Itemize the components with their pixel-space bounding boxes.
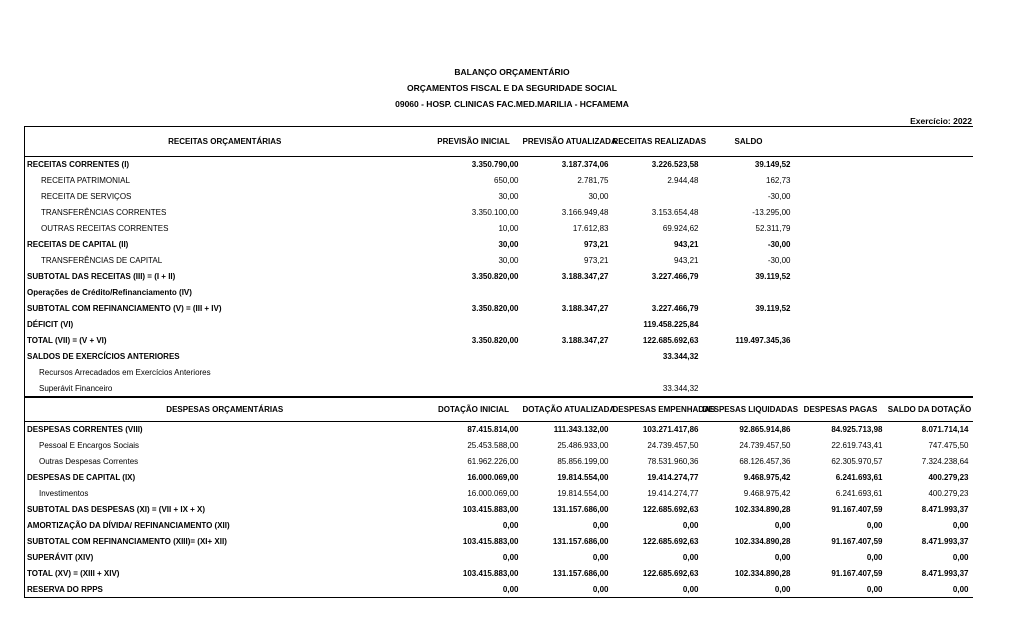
cell-value: 0,00 — [866, 584, 883, 594]
revenue-table — [24, 126, 973, 397]
cell-value: 0,00 — [682, 584, 699, 594]
report-title: BALANÇO ORÇAMENTÁRIO — [454, 67, 570, 77]
cell-value: 0,00 — [592, 521, 609, 530]
row-label: TOTAL (VII) = (V + VI) — [27, 336, 107, 345]
expense-header-liquidadas: DESPESAS LIQUIDADAS — [703, 398, 795, 422]
cell-value: 0,00 — [952, 521, 969, 530]
cell-value — [425, 285, 523, 301]
cell-value: -30,00 — [767, 192, 791, 201]
cell-value: 0,00 — [774, 521, 791, 530]
cell-value: 85.856.199,00 — [557, 457, 609, 466]
cell-value: 91.167.407,59 — [831, 505, 883, 514]
cell-value — [613, 365, 703, 381]
cell-value: 78.531.960,36 — [647, 457, 699, 466]
cell-value: 3.227.466,79 — [651, 272, 699, 281]
cell-value — [613, 285, 703, 301]
table-row — [25, 534, 973, 550]
cell-value — [613, 189, 703, 205]
cell-value: 973,21 — [584, 256, 609, 265]
cell-value: 400.279,23 — [928, 473, 969, 482]
row-label: RECEITA PATRIMONIAL — [41, 176, 130, 185]
cell-value: 943,21 — [674, 256, 699, 265]
table-row — [25, 422, 973, 438]
revenue-header-empty — [795, 127, 973, 157]
cell-value: 39.119,52 — [755, 272, 791, 281]
cell-value: 19.414.274,77 — [647, 473, 699, 482]
cell-value: 0,00 — [774, 553, 791, 562]
row-label: TOTAL (XV) = (XIII + XIV) — [27, 569, 120, 578]
row-label: AMORTIZAÇÃO DA DÍVIDA/ REFINANCIAMENTO (XII) — [27, 521, 230, 530]
cell-value — [523, 285, 613, 301]
report-entity: 09060 - HOSP. CLINICAS FAC.MED.MARILIA - HCFAMEMA — [395, 99, 629, 109]
cell-value: 3.227.466,79 — [651, 304, 699, 313]
cell-value: 3.350.100,00 — [471, 208, 519, 217]
cell-value: 122.685.692,63 — [642, 505, 699, 514]
table-row — [25, 365, 973, 381]
row-label: DESPESAS DE CAPITAL (IX) — [27, 473, 136, 482]
cell-value: 0,00 — [952, 584, 969, 594]
cell-value — [425, 349, 523, 365]
cell-value: 9.468.975,42 — [743, 473, 791, 482]
table-row — [25, 285, 973, 301]
cell-value: 103.415.883,00 — [462, 537, 519, 546]
expense-header-dotacao-inicial: DOTAÇÃO INICIAL — [425, 398, 523, 422]
cell-value: 103.271.417,86 — [642, 425, 699, 435]
cell-value — [425, 365, 523, 381]
table-row — [25, 470, 973, 486]
row-label: Superávit Financeiro — [39, 383, 113, 393]
row-label: Operações de Crédito/Refinanciamento (IV) — [27, 288, 192, 297]
cell-value — [703, 317, 795, 333]
cell-value — [703, 349, 795, 365]
cell-value — [425, 317, 523, 333]
cell-value: 0,00 — [592, 584, 609, 594]
row-label: SUBTOTAL DAS DESPESAS (XI) = (VII + IX + X) — [27, 505, 206, 514]
row-label: SUBTOTAL COM REFINANCIAMENTO (XIII)= (XI+ XII) — [27, 537, 227, 546]
cell-value: 8.471.993,37 — [921, 537, 969, 546]
cell-value: 30,00 — [498, 240, 519, 249]
revenue-header-previsao-atualizada: PREVISÃO ATUALIZADA — [523, 127, 613, 157]
cell-value: 69.924,62 — [662, 224, 699, 233]
cell-value: 3.350.820,00 — [471, 336, 519, 345]
cell-value: 122.685.692,63 — [642, 569, 699, 578]
cell-value: 102.334.890,28 — [734, 537, 791, 546]
cell-value: 102.334.890,28 — [734, 505, 791, 514]
cell-value: 0,00 — [682, 553, 699, 562]
cell-value: 973,21 — [584, 240, 609, 249]
cell-value — [523, 381, 613, 397]
table-row — [25, 189, 973, 205]
cell-value: 747.475,50 — [928, 441, 969, 450]
cell-value: 162,73 — [766, 176, 791, 185]
cell-value: 0,00 — [502, 553, 519, 562]
cell-value: 3.226.523,58 — [651, 160, 699, 170]
cell-value: 91.167.407,59 — [831, 569, 883, 578]
cell-value: 87.415.814,00 — [467, 425, 519, 435]
table-row — [25, 349, 973, 365]
cell-value: 10,00 — [498, 224, 519, 233]
cell-value: 3.187.374,06 — [561, 160, 609, 170]
table-row — [25, 518, 973, 534]
cell-value: 103.415.883,00 — [462, 505, 519, 514]
cell-value: 131.157.686,00 — [552, 505, 609, 514]
revenue-header-label: RECEITAS ORÇAMENTÁRIAS — [25, 127, 425, 157]
cell-value: 25.453.588,00 — [467, 441, 519, 450]
row-label: Outras Despesas Correntes — [39, 457, 139, 466]
expense-header-saldo: SALDO DA DOTAÇÃO — [887, 398, 973, 422]
cell-value: 0,00 — [866, 521, 883, 530]
table-row — [25, 381, 973, 397]
cell-value — [703, 365, 795, 381]
cell-value: 30,00 — [588, 192, 609, 201]
cell-value: 0,00 — [774, 584, 791, 594]
row-label: SUPERÁVIT (XIV) — [27, 553, 94, 562]
revenue-header-row — [25, 127, 973, 157]
report-subtitle: ORÇAMENTOS FISCAL E DA SEGURIDADE SOCIAL — [407, 83, 617, 93]
cell-value — [523, 349, 613, 365]
cell-value: 33.344,32 — [662, 352, 699, 361]
table-row — [25, 253, 973, 269]
cell-value: 24.739.457,50 — [739, 441, 791, 450]
cell-value: 131.157.686,00 — [552, 569, 609, 578]
cell-value: 111.343.132,00 — [553, 425, 609, 435]
cell-value: 6.241.693,61 — [835, 489, 883, 498]
cell-value: 68.126.457,36 — [739, 457, 791, 466]
cell-value: 2.944,48 — [667, 176, 699, 185]
cell-value: 3.188.347,27 — [561, 272, 609, 281]
cell-value: 3.350.790,00 — [471, 160, 519, 170]
cell-value: 39.149,52 — [754, 160, 791, 170]
cell-value — [523, 365, 613, 381]
cell-value: 3.153.654,48 — [651, 208, 699, 217]
cell-value: -30,00 — [767, 256, 791, 265]
cell-value: 16.000.069,00 — [467, 489, 519, 498]
cell-value: 0,00 — [502, 584, 519, 594]
cell-value — [703, 285, 795, 301]
cell-value: 119.497.345,36 — [735, 336, 791, 345]
cell-value: 400.279,23 — [928, 489, 969, 498]
revenue-header-realizadas: RECEITAS REALIZADAS — [613, 127, 703, 157]
cell-value: 6.241.693,61 — [835, 473, 883, 482]
cell-value: 19.814.554,00 — [557, 489, 609, 498]
row-label: RECEITA DE SERVIÇOS — [41, 192, 132, 201]
table-row — [25, 582, 973, 598]
cell-value: 3.188.347,27 — [561, 336, 609, 345]
table-row — [25, 454, 973, 470]
table-row — [25, 502, 973, 518]
revenue-header-previsao-inicial: PREVISÃO INICIAL — [425, 127, 523, 157]
row-label: SUBTOTAL COM REFINANCIAMENTO (V) = (III + IV) — [27, 304, 222, 313]
cell-value: 30,00 — [498, 192, 519, 201]
cell-value: 650,00 — [494, 176, 519, 185]
cell-value: 9.468.975,42 — [743, 489, 791, 498]
table-row — [25, 157, 973, 173]
cell-value: 8.071.714,14 — [921, 425, 969, 435]
cell-value: 8.471.993,37 — [921, 505, 969, 514]
cell-value: 103.415.883,00 — [462, 569, 519, 578]
cell-value: 943,21 — [674, 240, 699, 249]
cell-value: 62.305.970,57 — [831, 457, 883, 466]
cell-value: 16.000.069,00 — [467, 473, 519, 482]
table-row — [25, 221, 973, 237]
row-label: Recursos Arrecadados em Exercícios Anteriores — [39, 368, 211, 377]
table-row — [25, 317, 973, 333]
cell-value — [703, 381, 795, 397]
cell-value: 102.334.890,28 — [734, 569, 791, 578]
cell-value: 122.685.692,63 — [642, 336, 699, 345]
table-row — [25, 301, 973, 317]
cell-value: 122.685.692,63 — [642, 537, 699, 546]
row-label: TRANSFERÊNCIAS DE CAPITAL — [41, 256, 163, 265]
cell-value: 0,00 — [866, 553, 883, 562]
cell-value — [425, 381, 523, 397]
cell-value: 7.324.238,64 — [921, 457, 969, 466]
expense-header-empenhadas: DESPESAS EMPENHADAS — [613, 398, 703, 422]
cell-value: 22.619.743,41 — [831, 441, 883, 450]
cell-value: 91.167.407,59 — [831, 537, 883, 546]
row-label: RECEITAS DE CAPITAL (II) — [27, 240, 129, 249]
row-label: DÉFICIT (VI) — [27, 320, 74, 329]
table-row — [25, 486, 973, 502]
row-label: Investimentos — [39, 489, 89, 498]
cell-value: 131.157.686,00 — [552, 537, 609, 546]
cell-value: 30,00 — [498, 256, 519, 265]
cell-value: 52.311,79 — [755, 224, 791, 233]
cell-value: 8.471.993,37 — [921, 569, 969, 578]
cell-value: 39.119,52 — [755, 304, 791, 313]
expense-header-dotacao-atualizada: DOTAÇÃO ATUALIZADA — [523, 398, 613, 422]
expense-header-label: DESPESAS ORÇAMENTÁRIAS — [25, 398, 425, 422]
cell-value — [523, 317, 613, 333]
expense-table — [24, 397, 973, 598]
cell-value: 3.350.820,00 — [471, 272, 519, 281]
row-label: RECEITAS CORRENTES (I) — [27, 160, 130, 170]
table-row — [25, 438, 973, 454]
expense-header-row — [25, 398, 973, 422]
revenue-header-saldo: SALDO — [703, 127, 795, 157]
table-row — [25, 550, 973, 566]
cell-value: 0,00 — [592, 553, 609, 562]
row-label: RESERVA DO RPPS — [27, 584, 103, 594]
table-row — [25, 237, 973, 253]
cell-value: 25.486.933,00 — [557, 441, 609, 450]
cell-value: 0,00 — [682, 521, 699, 530]
cell-value: 0,00 — [952, 553, 969, 562]
cell-value: 24.739.457,50 — [647, 441, 699, 450]
table-row — [25, 173, 973, 189]
cell-value: 3.350.820,00 — [471, 304, 519, 313]
cell-value: 0,00 — [502, 521, 519, 530]
cell-value: 19.814.554,00 — [557, 473, 609, 482]
cell-value: 61.962.226,00 — [467, 457, 519, 466]
cell-value: -30,00 — [767, 240, 791, 249]
cell-value: 2.781,75 — [577, 176, 609, 185]
table-row — [25, 333, 973, 349]
cell-value: 33.344,32 — [662, 383, 699, 393]
cell-value: 119.458.225,84 — [643, 320, 699, 329]
cell-value: 92.865.914,86 — [739, 425, 791, 435]
row-label: SUBTOTAL DAS RECEITAS (III) = (I + II) — [27, 272, 176, 281]
row-label: Pessoal E Encargos Sociais — [39, 441, 140, 450]
table-row — [25, 205, 973, 221]
row-label: TRANSFERÊNCIAS CORRENTES — [41, 208, 167, 217]
cell-value: 19.414.274,77 — [647, 489, 699, 498]
cell-value: 3.166.949,48 — [561, 208, 609, 217]
table-row — [25, 269, 973, 285]
expense-header-pagas: DESPESAS PAGAS — [795, 398, 887, 422]
row-label: SALDOS DE EXERCÍCIOS ANTERIORES — [27, 352, 180, 361]
cell-value: 3.188.347,27 — [561, 304, 609, 313]
exercise-year: Exercício: 2022 — [910, 116, 972, 126]
table-row — [25, 566, 973, 582]
cell-value: -13.295,00 — [752, 208, 791, 217]
row-label: OUTRAS RECEITAS CORRENTES — [41, 224, 169, 233]
cell-value: 84.925.713,98 — [831, 425, 883, 435]
cell-value: 17.612,83 — [572, 224, 609, 233]
row-label: DESPESAS CORRENTES (VIII) — [27, 425, 143, 435]
